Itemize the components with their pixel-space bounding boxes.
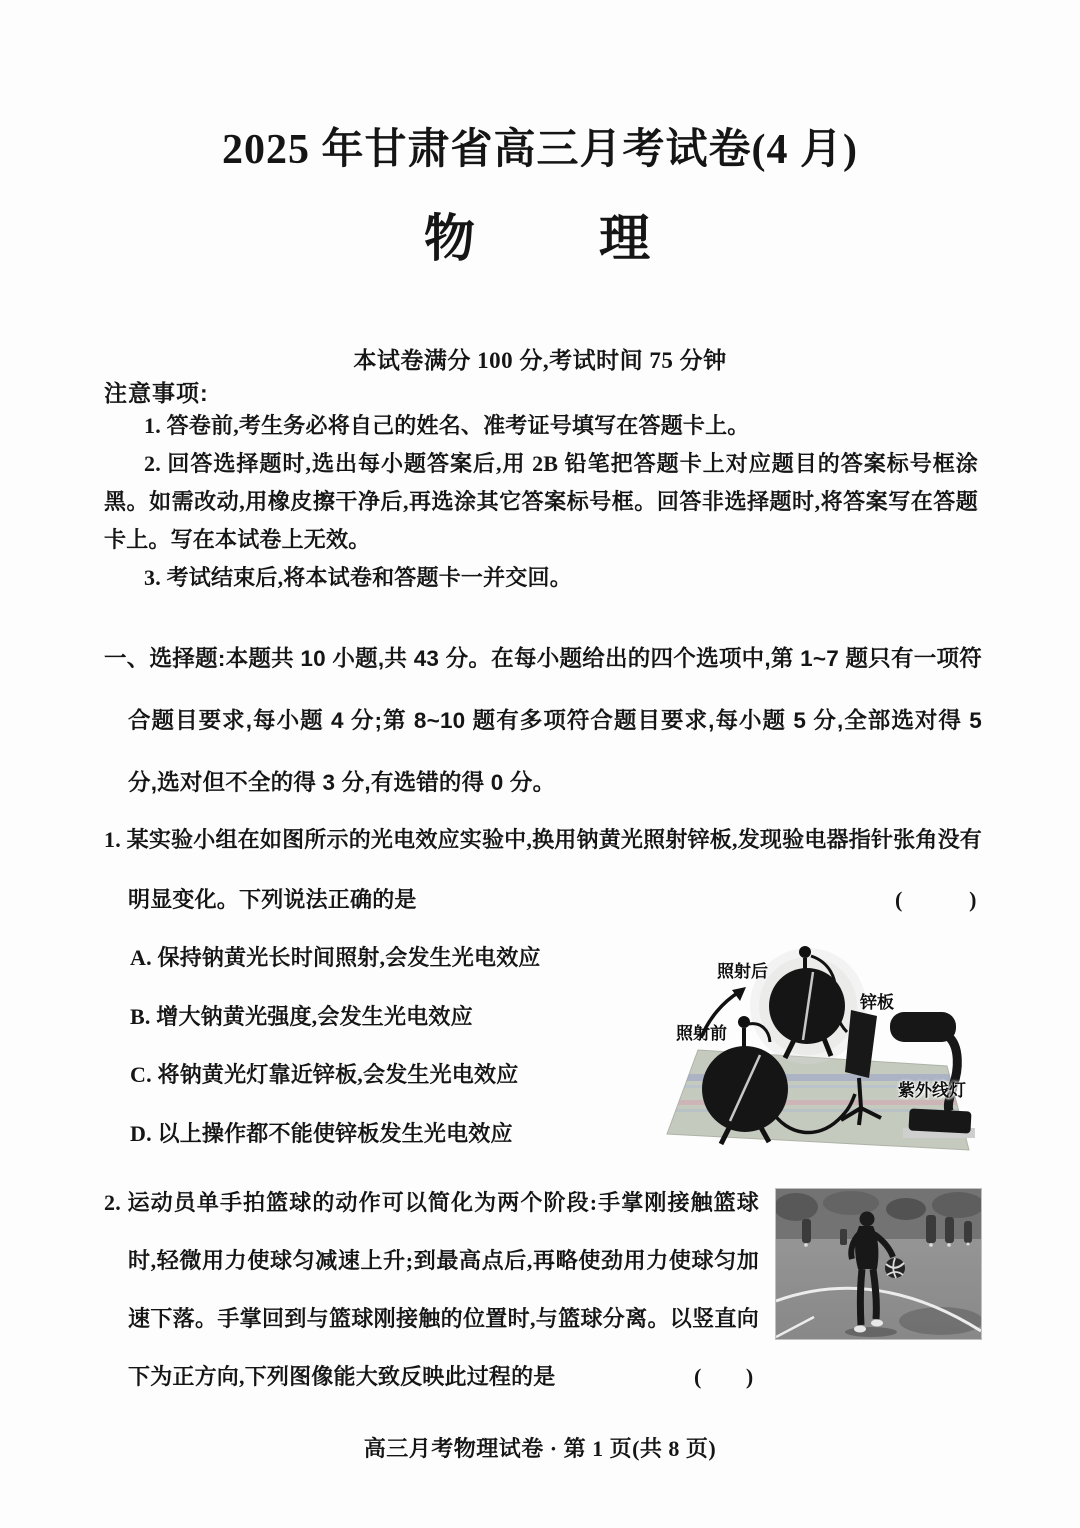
option-a: A. 保持钠黄光长时间照射,会发生光电效应 — [130, 945, 541, 970]
question-1-answer-brackets: ( ) — [895, 887, 977, 912]
basketball — [885, 1258, 905, 1278]
notice-heading: 注意事项: — [104, 380, 209, 406]
subject-char-2: 理 — [598, 212, 650, 268]
notice-item-2: 2. 回答选择题时,选出每小题答案后,用 2B 铅笔把答题卡上对应题目的答案标号框涂黑。如需改动,用橡皮擦干净后,再选涂其它答案标号框。回答非选择题时,将答案写在答题卡上。写在本试卷上无效。 — [104, 451, 978, 552]
question-1-options — [130, 929, 541, 1163]
basketball-photo-svg — [776, 1189, 981, 1339]
notice-item-1: 1. 答卷前,考生务必将自己的姓名、准考证号填写在答题卡上。 — [144, 413, 750, 438]
photoelectric-experiment-figure — [653, 932, 985, 1165]
figure-label-after-irradiation: 照射后 — [717, 962, 768, 981]
question-2-answer-brackets: ( ) — [694, 1364, 754, 1389]
subject-char-1: 物 — [424, 212, 476, 268]
question-1 — [104, 810, 982, 930]
exam-info: 本试卷满分 100 分,考试时间 75 分钟 — [353, 348, 727, 373]
page-title: 2025 年甘肃省高三月考试卷(4 月) — [222, 127, 858, 173]
question-2 — [104, 1174, 982, 1406]
option-d: D. 以上操作都不能使锌板发生光电效应 — [130, 1120, 513, 1146]
figure-label-before-irradiation: 照射前 — [676, 1024, 727, 1043]
photoelectric-experiment-svg — [653, 932, 985, 1165]
section-one-heading: 一、选择题:本题共 10 小题,共 43 分。在每小题给出的四个选项中,第 1~7 题只有一项符合题目要求,每小题 4 分;第 8~10 题有多项符合题目要求,每小题 5 分,全部选对得 5 分,选对但不全的得 3 分,有选错的得 0 分。 — [104, 646, 982, 795]
basketball-photo — [775, 1188, 982, 1340]
option-b: B. 增大钠黄光强度,会发生光电效应 — [130, 1003, 473, 1029]
figure-label-uv-lamp: 紫外线灯 — [898, 1081, 966, 1100]
option-c: C. 将钠黄光灯靠近锌板,会发生光电效应 — [130, 1062, 519, 1087]
question-2-text: 2. 运动员单手拍篮球的动作可以简化为两个阶段:手掌刚接触篮球时,轻微用力使球匀减速上升;到最高点后,再略使劲用力使球匀加速下落。手掌回到与篮球刚接触的位置时,与篮球分离。以竖直向下为正方向,下列图像能大致反映此过程的是 — [104, 1190, 759, 1389]
page-footer: 高三月考物理试卷 · 第 1 页(共 8 页) — [363, 1436, 717, 1461]
subject-name — [424, 212, 650, 268]
notice-list — [104, 407, 978, 597]
figure-label-zinc-plate: 锌板 — [860, 993, 894, 1012]
notice-item-3: 3. 考试结束后,将本试卷和答题卡一并交回。 — [144, 565, 572, 590]
question-1-text: 1. 某实验小组在如图所示的光电效应实验中,换用钠黄光照射锌板,发现验电器指针张角没有明显变化。下列说法正确的是 — [104, 827, 982, 912]
